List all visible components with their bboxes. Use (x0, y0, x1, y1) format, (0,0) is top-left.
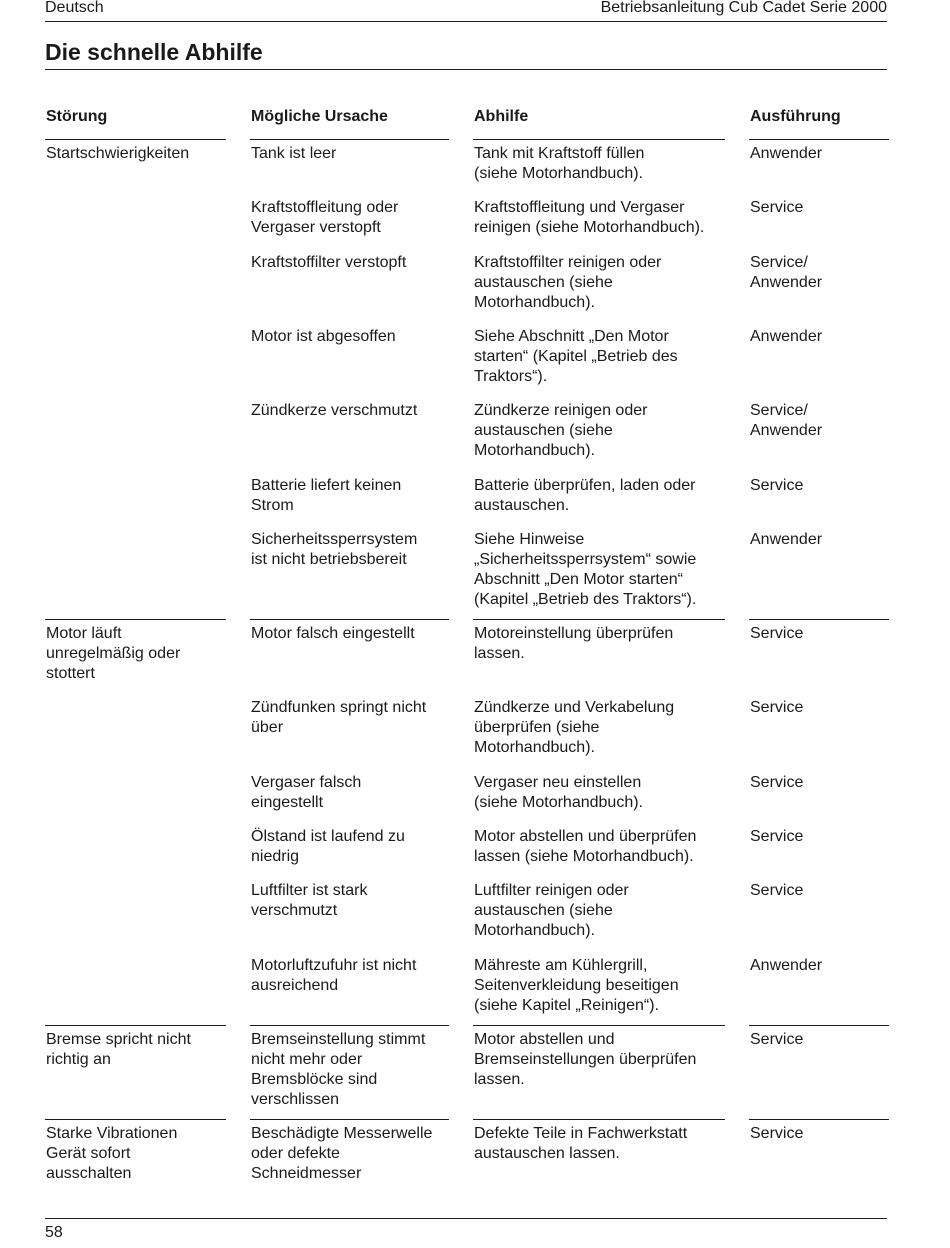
cause-cell: Kraftstoffilter verstopft (251, 254, 407, 271)
row-divider (250, 1025, 449, 1026)
cause-cell: Zündfunken springt nicht über (251, 699, 427, 736)
row-divider (45, 1119, 226, 1120)
performer-cell: Service (750, 828, 804, 845)
performer-cell: Anwender (750, 328, 823, 345)
row-divider (250, 139, 449, 140)
performer-cell: Anwender (750, 957, 823, 974)
cause-cell: Ölstand ist laufend zu niedrig (251, 828, 405, 865)
footer-divider (45, 1218, 887, 1219)
row-divider (473, 1119, 725, 1120)
performer-cell: Anwender (750, 145, 823, 162)
remedy-cell: Mähreste am Kühlergrill, Seitenverkleidung beseitigen (siehe Kapitel „Reinigen“). (474, 957, 679, 1014)
performer-cell: Service (750, 774, 804, 791)
header-language: Deutsch (45, 0, 104, 16)
cause-cell: Tank ist leer (251, 145, 337, 162)
row-divider (473, 139, 725, 140)
problem-cell: Bremse spricht nicht richtig an (46, 1031, 191, 1068)
problem-cell: Startschwierigkeiten (46, 145, 190, 162)
problem-cell: Starke Vibrationen Gerät sofort ausschalten (46, 1125, 178, 1182)
remedy-cell: Batterie überprüfen, laden oder austauschen. (474, 477, 696, 514)
remedy-cell: Zündkerze reinigen oder austauschen (siehe Motorhandbuch). (474, 402, 648, 459)
remedy-cell: Vergaser neu einstellen (siehe Motorhandbuch). (474, 774, 643, 811)
column-header-abhilfe: Abhilfe (474, 108, 529, 125)
column-header-stoerung: Störung (46, 108, 108, 125)
performer-cell: Service (750, 1125, 804, 1142)
row-divider (250, 1119, 449, 1120)
performer-cell: Service (750, 477, 804, 494)
header-manual-title: Betriebsanleitung Cub Cadet Serie 2000 (600, 0, 887, 16)
cause-cell: Motorluftzufuhr ist nicht ausreichend (251, 957, 417, 994)
remedy-cell: Motor abstellen und Bremseinstellungen überprüfen lassen. (474, 1031, 697, 1088)
cause-cell: Luftfilter ist stark verschmutzt (251, 882, 368, 919)
performer-cell: Anwender (750, 531, 823, 548)
cause-cell: Vergaser falsch eingestellt (251, 774, 362, 811)
cause-cell: Motor falsch eingestellt (251, 625, 415, 642)
page-number: 58 (45, 1224, 63, 1241)
problem-cell: Motor läuft unregelmäßig oder stottert (46, 625, 181, 682)
remedy-cell: Zündkerze und Verkabelung überprüfen (siehe Motorhandbuch). (474, 699, 675, 756)
cause-cell: Bremseinstellung stimmt nicht mehr oder Bremsblöcke sind verschlissen (251, 1031, 426, 1108)
cause-cell: Motor ist abgesoffen (251, 328, 396, 345)
performer-cell: Service (750, 199, 804, 216)
remedy-cell: Motoreinstellung überprüfen lassen. (474, 625, 674, 662)
column-header-ursache: Mögliche Ursache (251, 108, 388, 125)
row-divider (45, 1025, 226, 1026)
row-divider (749, 619, 889, 620)
cause-cell: Beschädigte Messerwelle oder defekte Schneidmesser (251, 1125, 433, 1182)
remedy-cell: Defekte Teile in Fachwerkstatt austauschen lassen. (474, 1125, 688, 1162)
performer-cell: Service/ Anwender (750, 402, 823, 439)
row-divider (749, 139, 889, 140)
row-divider (749, 1025, 889, 1026)
remedy-cell: Tank mit Kraftstoff füllen (siehe Motorhandbuch). (474, 145, 645, 182)
page-title: Die schnelle Abhilfe (45, 39, 263, 65)
remedy-cell: Kraftstoffilter reinigen oder austauschen (siehe Motorhandbuch). (474, 254, 662, 311)
page-header (45, 0, 887, 22)
cause-cell: Zündkerze verschmutzt (251, 402, 418, 419)
remedy-cell: Siehe Abschnitt „Den Motor starten“ (Kapitel „Betrieb des Traktors“). (474, 328, 678, 385)
performer-cell: Service (750, 1031, 804, 1048)
row-divider (250, 619, 449, 620)
remedy-cell: Siehe Hinweise „Sicherheitssperrsystem“ sowie Abschnitt „Den Motor starten“ (Kapitel „Betrieb des Traktors“). (474, 531, 697, 608)
performer-cell: Service (750, 882, 804, 899)
performer-cell: Service (750, 699, 804, 716)
row-divider (45, 619, 226, 620)
remedy-cell: Luftfilter reinigen oder austauschen (siehe Motorhandbuch). (474, 882, 629, 939)
performer-cell: Service (750, 625, 804, 642)
row-divider (473, 619, 725, 620)
remedy-cell: Kraftstoffleitung und Vergaser reinigen (siehe Motorhandbuch). (474, 199, 705, 236)
title-divider (45, 69, 887, 70)
column-header-ausfuehrung: Ausführung (750, 108, 841, 125)
row-divider (45, 139, 226, 140)
row-divider (749, 1119, 889, 1120)
cause-cell: Kraftstoffleitung oder Vergaser verstopft (251, 199, 399, 236)
remedy-cell: Motor abstellen und überprüfen lassen (siehe Motorhandbuch). (474, 828, 697, 865)
row-divider (473, 1025, 725, 1026)
cause-cell: Sicherheitssperrsystem ist nicht betriebsbereit (251, 531, 418, 568)
performer-cell: Service/ Anwender (750, 254, 823, 291)
cause-cell: Batterie liefert keinen Strom (251, 477, 402, 514)
